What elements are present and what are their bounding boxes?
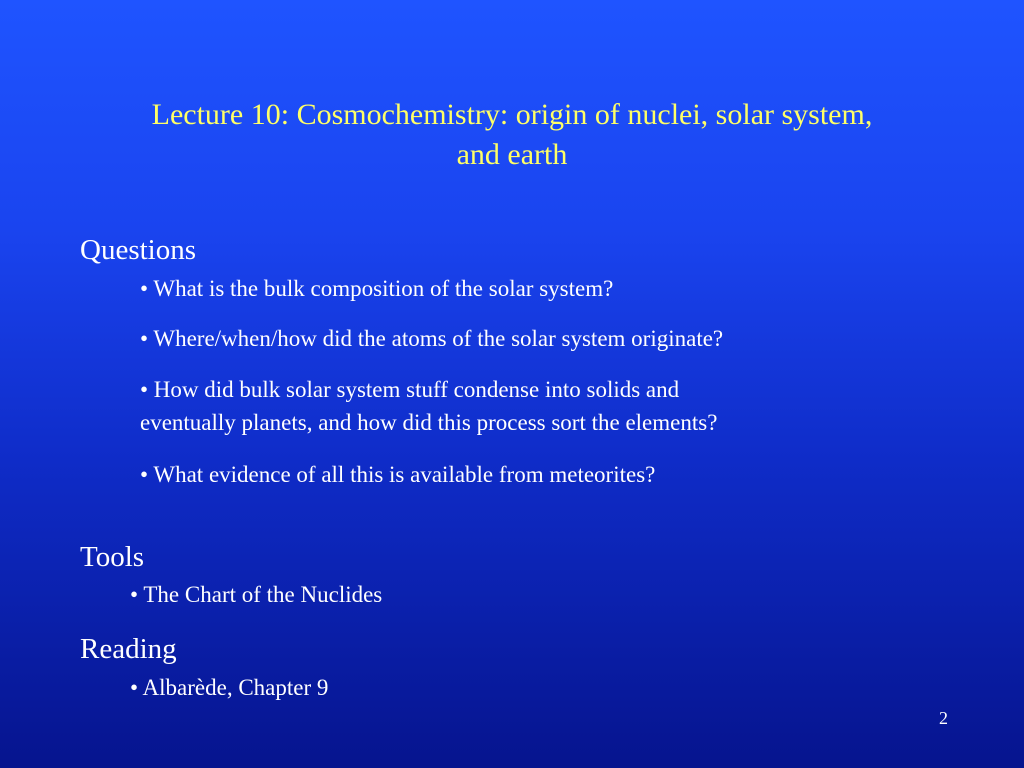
tools-heading: Tools [80,541,145,573]
question-item [140,272,613,305]
question-item [140,458,655,491]
slide-number: 2 [939,708,948,728]
tools-line: • The Chart of the Nuclides [130,582,383,607]
question-line: • Where/when/how did the atoms of the solar system originate? [140,326,724,351]
question-line: • What evidence of all this is available from meteorites? [140,462,656,487]
question-line: eventually planets, and how did this process sort the elements? [140,410,718,435]
slide-title-line: and earth [456,138,568,171]
reading-line: • Albarède, Chapter 9 [130,675,329,700]
slide-title [80,95,944,175]
tools-item [130,578,382,611]
question-item [140,322,723,355]
slide-title-line: Lecture 10: Cosmochemistry: origin of nuclei, solar system, [151,98,873,131]
question-item [140,373,717,439]
question-line: • How did bulk solar system stuff condense into solids and [140,377,680,402]
reading-heading: Reading [80,633,177,665]
questions-heading: Questions [80,234,196,266]
reading-item [130,671,328,704]
question-line: • What is the bulk composition of the solar system? [140,276,614,301]
